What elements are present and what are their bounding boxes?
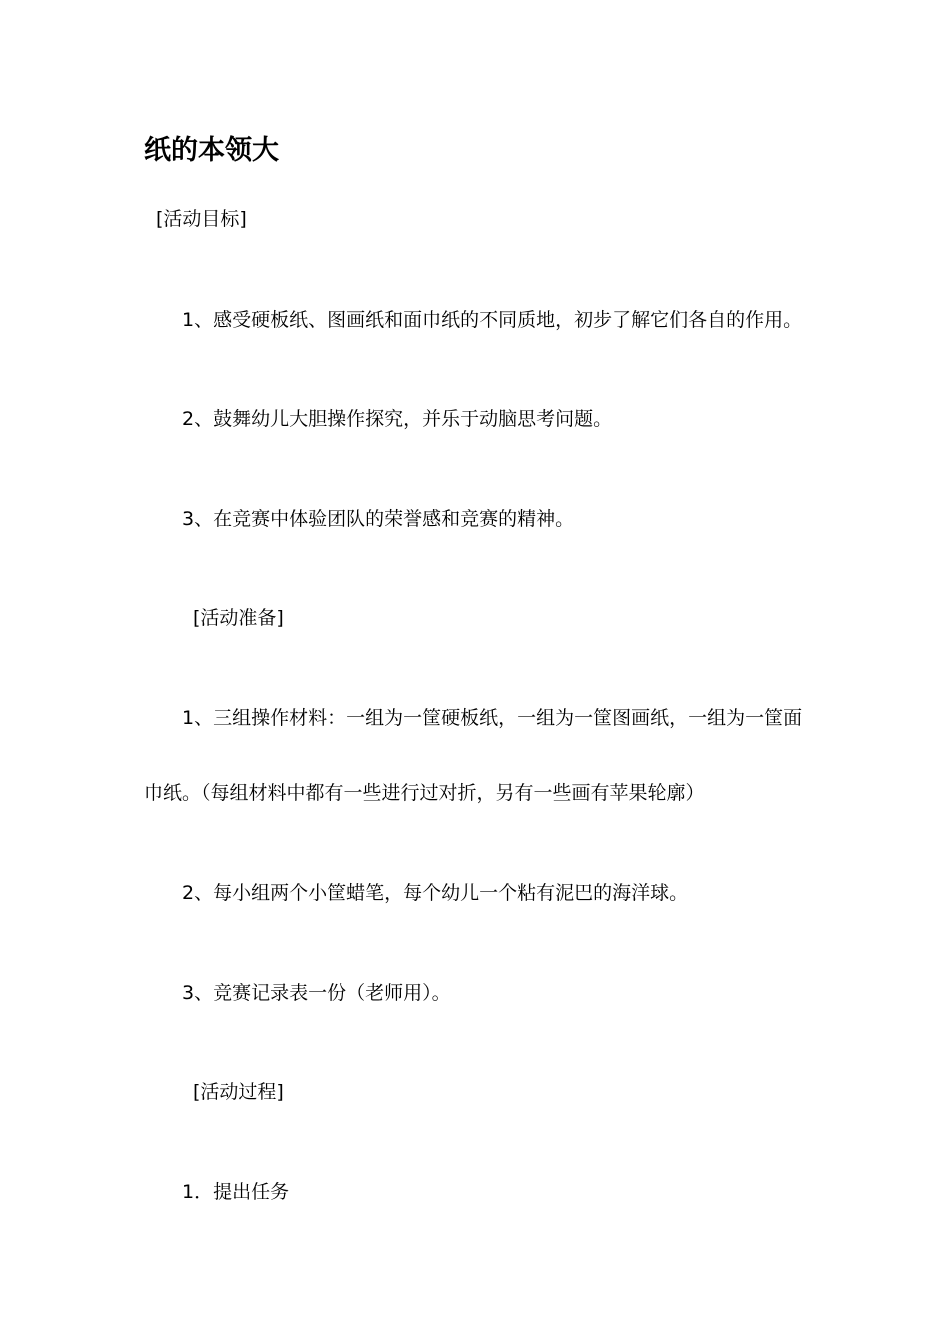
paragraph-goal-3: 3、在竞赛中体验团队的荣誉感和竞赛的精神。	[182, 508, 575, 530]
paragraph-goal-2: 2、鼓舞幼儿大胆操作探究，并乐于动脑思考问题。	[182, 408, 613, 430]
paragraph-prep-1-cont: 巾纸。（每组材料中都有一些进行过对折，另有一些画有苹果轮廓）	[144, 782, 705, 804]
paragraph-prep-2: 2、每小组两个小筐蜡笔，每个幼儿一个粘有泥巴的海洋球。	[182, 882, 689, 904]
section-heading-process: [活动过程]	[193, 1081, 284, 1103]
paragraph-goal-1: 1、感受硬板纸、图画纸和面巾纸的不同质地，初步了解它们各自的作用。	[182, 309, 803, 331]
section-heading-prep: [活动准备]	[193, 607, 284, 629]
document-title: 纸的本领大	[144, 135, 279, 166]
section-heading-goals: [活动目标]	[156, 208, 247, 230]
paragraph-prep-1: 1、三组操作材料：一组为一筐硬板纸，一组为一筐图画纸，一组为一筐面	[182, 707, 803, 729]
paragraph-process-1: 1．提出任务	[182, 1181, 290, 1203]
paragraph-prep-3: 3、竞赛记录表一份（老师用）。	[182, 982, 451, 1004]
